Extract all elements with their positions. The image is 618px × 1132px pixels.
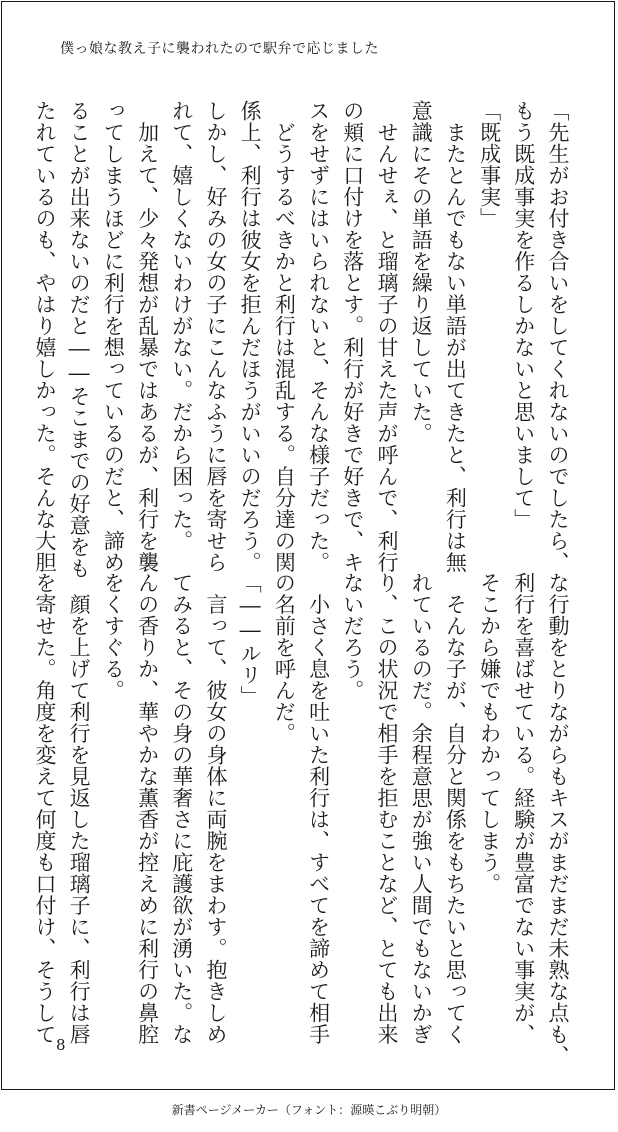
text-line: り、この状況で相手を拒むことなど、とても出来 bbox=[374, 572, 399, 1045]
text-line: の名前を呼んだ。 bbox=[272, 572, 297, 744]
text-line: 小さく息を吐いた利行は、すべてを諦めて相手 bbox=[306, 572, 331, 1045]
page-number: 8 bbox=[56, 1036, 66, 1054]
text-line: 「既成事実」 bbox=[477, 100, 502, 229]
text-line: そんな子が、自分と関係をもちたいと思ってく bbox=[443, 572, 468, 1045]
text-line: しかし、好みの女の子にこんなふうに唇を寄せら bbox=[203, 100, 228, 573]
text-line: せんせぇ、と瑠璃子の甘えた声が呼んで、利行 bbox=[374, 100, 399, 573]
text-line: んの香りか、華やかな薫香が控えめに利行の鼻腔 bbox=[135, 572, 160, 1045]
text-line: そこから嫌でもわかってしまう。 bbox=[477, 572, 502, 895]
text-line: れて、嬉しくないわけがない。だから困った。 bbox=[169, 100, 194, 552]
text-line: な行動をとりながらもキスがまだまだ未熟な点も、 bbox=[546, 572, 570, 1067]
text-line: 顔を上げて利行を見返した瑠璃子に、利行は唇 bbox=[67, 572, 92, 1045]
text-line: ってしまうほどに利行を想っているのだと、諦め bbox=[101, 100, 126, 573]
text-line: またとんでもない単語が出てきたと、利行は無 bbox=[443, 100, 468, 573]
text-line: 「――ルリ」 bbox=[238, 572, 263, 707]
text-line: てみると、その身の華奢さに庇護欲が湧いた。な bbox=[169, 572, 194, 1045]
text-line: たれているのも、やはり嬉しかった。そんな大胆 bbox=[32, 100, 57, 573]
text-line: 言って、彼女の身体に両腕をまわす。抱きしめ bbox=[203, 572, 228, 1045]
text-line: 利行を喜ばせている。経験が豊富でない事実が、 bbox=[511, 572, 536, 1045]
text-line: の頬に口付けを落とす。利行が好きで好きで、キ bbox=[340, 100, 365, 573]
text-line: れているのだ。余程意思が強い人間でもないかぎ bbox=[409, 572, 434, 1045]
text-line: をくすぐる。 bbox=[101, 572, 126, 701]
text-block-top bbox=[32, 100, 575, 579]
text-line: スをせずにはいられないと、そんな様子だった。 bbox=[306, 100, 331, 573]
text-line: 意識にその単語を繰り返していた。 bbox=[409, 100, 434, 444]
text-line: を寄せた。角度を変えて何度も口付け、そうして bbox=[32, 572, 57, 1045]
text-line: ることが出来ないのだと――そこまでの好意をも bbox=[67, 100, 92, 579]
text-block-bottom bbox=[32, 572, 575, 1067]
text-line: 係上、利行は彼女を拒んだほうがいいのだろう。 bbox=[238, 100, 263, 573]
text-line: ないだろう。 bbox=[340, 572, 365, 701]
text-line: 加えて、少々発想が乱暴ではあるが、利行を襲 bbox=[135, 100, 160, 573]
text-line: どうするべきかと利行は混乱する。自分達の関 bbox=[272, 100, 297, 573]
text-line: 「先生がお付き合いをしてくれないのでしたら、 bbox=[546, 100, 570, 573]
footer-credit: 新書ページメーカー（フォント：源暎こぶり明朝） bbox=[171, 1103, 447, 1117]
running-title: 僕っ娘な教え子に襲われたので駅弁で応じました bbox=[60, 41, 379, 57]
text-line: もう既成事実を作るしかないと思いまして」 bbox=[511, 100, 536, 530]
